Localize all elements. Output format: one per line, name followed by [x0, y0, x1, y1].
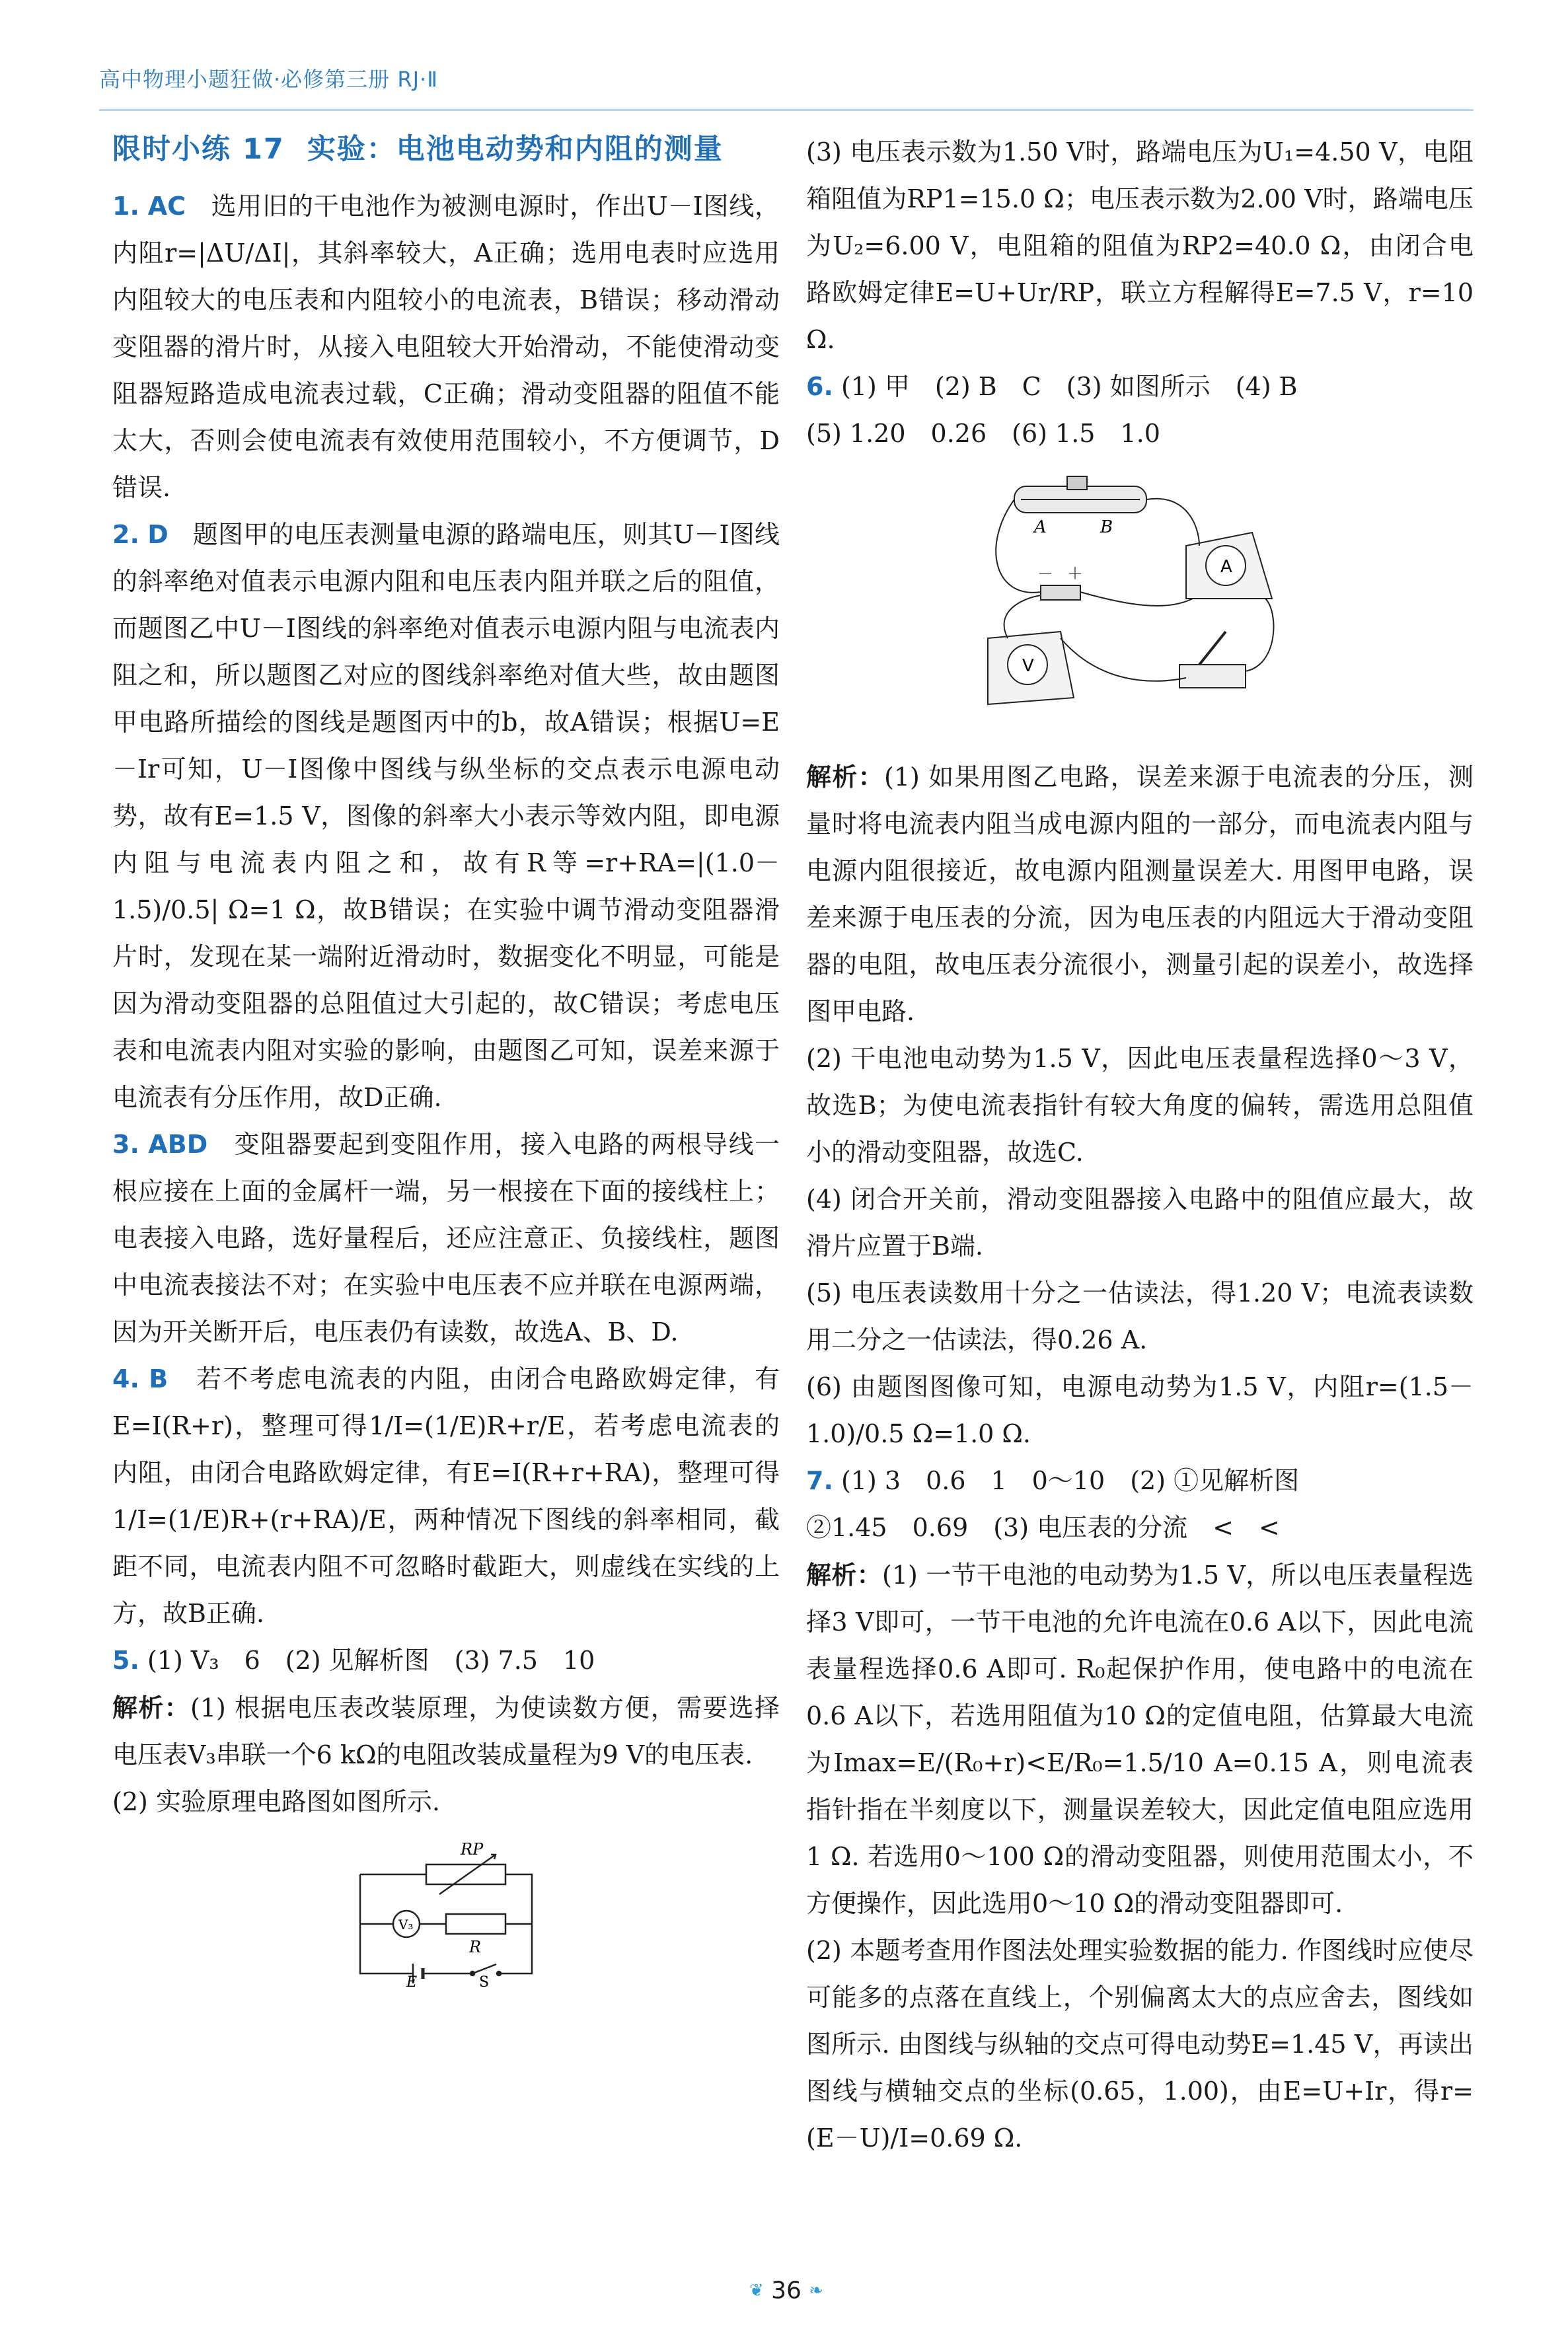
question-7-answer-2: ②1.45 0.69 (3) 电压表的分流 < <: [806, 1513, 1280, 1542]
book-header: 高中物理小题狂做·必修第三册 RJ·Ⅱ: [99, 67, 438, 92]
label-ammeter: A: [1220, 557, 1232, 577]
answer: (1) 甲 (2) B C (3) 如图所示 (4) B: [840, 372, 1298, 401]
explanation: 若不考虑电流表的内阻，由闭合电路欧姆定律，有E=I(R+r)，整理可得1/I=(1/E)R+r/E，若考虑电流表的内阻，由闭合电路欧姆定律，有E=I(R+r+RA)，整理可得1/I=(1/E)R+(r+RA)/E，两种情况下图线的斜率相同，截距不同，电流表内阻不可忽略时截距大，则虚线在实线的上方，故B正确.: [112, 1364, 780, 1628]
left-column: [112, 129, 780, 1996]
header-divider: [99, 109, 1474, 111]
analysis-7-part2: (2) 本题考查用作图法处理实验数据的能力. 作图线时应使尽可能多的点落在直线上，个别偏离太大的点应舍去，图线如图所示. 由图线与纵轴的交点可得电动势E=1.45 V，再读出图线与横轴交点的坐标(0.65，1.00)，由E=U+Ir，得r=(E－U)/I=0.69 Ω.: [806, 1936, 1474, 2153]
analysis-label: 解析：: [806, 1560, 883, 1590]
analysis-text: (1) 根据电压表改装原理，为使读数方便，需要选择电压表V₃串联一个6 kΩ的电阻改装成量程为9 V的电压表.: [112, 1693, 780, 1769]
section-heading: 实验：电池电动势和内阻的测量: [307, 133, 724, 166]
analysis-5: [112, 1684, 780, 1779]
question-3: [112, 1121, 780, 1356]
analysis-label: 解析：: [806, 762, 885, 792]
question-number: 1.: [112, 192, 139, 221]
leaf-decoration-icon: ❦: [749, 2281, 764, 2301]
label-minus: －: [1037, 564, 1053, 583]
question-number: 6.: [806, 372, 833, 401]
question-6-answer-2: (5) 1.20 0.26 (6) 1.5 1.0: [806, 419, 1160, 448]
analysis-6-part2: (2) 干电池电动势为1.5 V，因此电压表量程选择0～3 V，故选B；为使电流表指针有较大角度的偏转，需选用总阻值小的滑动变阻器，故选C.: [806, 1044, 1474, 1167]
analysis-6-part5: (5) 电压表读数用十分之一估读法，得1.20 V；电流表读数用二分之一估读法，得0.26 A.: [806, 1278, 1474, 1354]
analysis-5-part2: (2) 实验原理电路图如图所示.: [112, 1787, 440, 1816]
answer: (1) V₃ 6 (2) 见解析图 (3) 7.5 10: [147, 1646, 595, 1675]
question-number: 5.: [112, 1646, 139, 1675]
analysis-label: 解析：: [112, 1693, 191, 1722]
answer: (1) 3 0.6 1 0～10 (2) ①见解析图: [840, 1466, 1300, 1495]
question-6: [806, 363, 1474, 410]
label-r: R: [469, 1938, 482, 1956]
analysis-6-part6: (6) 由题图图像可知，电源电动势为1.5 V，内阻r=(1.5－1.0)/0.5 Ω=1.0 Ω.: [806, 1372, 1474, 1448]
page-number-text: 36: [771, 2277, 802, 2305]
question-number: 3.: [112, 1130, 139, 1159]
answer: AC: [147, 192, 186, 221]
question-7: [806, 1458, 1474, 1504]
label-rheostat-b: B: [1100, 517, 1113, 537]
explanation: 选用旧的干电池作为被测电源时，作出U－I图线，内阻r=|ΔU/ΔI|，其斜率较大，A正确；选用电表时应选用内阻较大的电压表和内阻较小的电流表，B错误；移动滑动变阻器的滑片时，从接入电阻较大开始滑动，不能使滑动变阻器短路造成电流表过载，C正确；滑动变阻器的阻值不能太大，否则会使电流表有效使用范围较小，不方便调节，D错误.: [112, 192, 780, 502]
label-plus: ＋: [1067, 564, 1083, 583]
circuit-diagram: [340, 1835, 552, 1987]
question-number: 2.: [112, 520, 139, 549]
explanation: 题图甲的电压表测量电源的路端电压，则其U－I图线的斜率绝对值表示电源内阻和电压表内阻并联之后的阻值，而题图乙中U－I图线的斜率绝对值表示电源内阻与电流表内阻之和，所以题图乙对应的图线斜率绝对值大些，故由题图甲电路所描绘的图线是题图丙中的b，故A错误；根据U=E－Ir可知，U－I图像中图线与纵坐标的交点表示电源电动势，故有E=1.5 V，图像的斜率大小表示等效内阻，即电源内阻与电流表内阻之和，故有R等=r+RA=|(1.0－1.5)/0.5| Ω=1 Ω，故B错误；在实验中调节滑动变阻器滑片时，发现在某一端附近滑动时，数据变化不明显，可能是因为滑动变阻器的总阻值过大引起的，故C错误；考虑电压表和电流表内阻对实验的影响，由题图乙可知，误差来源于电流表有分压作用，故D正确.: [112, 520, 780, 1112]
label-rp: RP: [461, 1840, 484, 1859]
question-5: [112, 1637, 780, 1684]
question-1: [112, 183, 780, 511]
analysis-5-part3: (3) 电压表示数为1.50 V时，路端电压为U₁=4.50 V，电阻箱阻值为RP1=15.0 Ω；电压表示数为2.00 V时，路端电压为U₂=6.00 V，电阻箱的阻值为RP2=40.0 Ω，由闭合电路欧姆定律E=U+Ur/RP，联立方程解得E=7.5 V，r=10 Ω.: [806, 137, 1474, 354]
explanation: 变阻器要起到变阻作用，接入电路的两根导线一根应接在上面的金属杆一端，另一根接在下面的接线柱上；电表接入电路，选好量程后，还应注意正、负接线柱，题图中电流表接法不对；在实验中电压表不应并联在电源两端，因为开关断开后，电压表仍有读数，故选A、B、D.: [112, 1130, 780, 1347]
page-number: [733, 2276, 839, 2305]
label-rheostat-a: A: [1034, 517, 1047, 537]
analysis-7: [806, 1551, 1474, 1927]
label-voltmeter: V: [1022, 656, 1034, 676]
analysis-text: (1) 如果用图乙电路，误差来源于电流表的分压，测量时将电流表内阻当成电源内阻的一部分，而电流表内阻与电源内阻很接近，故电源内阻测量误差大. 用图甲电路，误差来源于电压表的分流，因为电压表的内阻远大于滑动变阻器的电阻，故电压表分流很小，测量引起的误差小，故选择图甲电路.: [806, 762, 1474, 1026]
label-v3: V₃: [398, 1917, 414, 1933]
answer: ABD: [148, 1130, 208, 1159]
analysis-6-part4: (4) 闭合开关前，滑动变阻器接入电路中的阻值应最大，故滑片应置于B端.: [806, 1185, 1474, 1261]
analysis-6: [806, 753, 1474, 1035]
question-number: 4.: [112, 1364, 139, 1393]
right-column: [806, 129, 1474, 2162]
leaf-decoration-icon: ❧: [809, 2281, 824, 2301]
answer: B: [149, 1364, 168, 1393]
question-number: 7.: [806, 1466, 833, 1495]
label-s: S: [479, 1974, 490, 1987]
section-number: 限时小练 17: [112, 133, 285, 166]
experiment-apparatus-diagram: [968, 466, 1312, 744]
analysis-text: (1) 一节干电池的电动势为1.5 V，所以电压表量程选择3 V即可，一节干电池的允许电流在0.6 A以下，因此电流表量程选择0.6 A即可. R₀起保护作用，使电路中的电流在0.6 A以下，若选用阻值为10 Ω的定值电阻，估算最大电流为Imax=E/(R₀+r)<E/R₀=1.5/10 A=0.15 A，则电流表指针指在半刻度以下，测量误差较大，因此定值电阻应选用1 Ω. 若选用0～100 Ω的滑动变阻器，则使用范围太小，不方便操作，因此选用0～10 Ω的滑动变阻器即可.: [806, 1561, 1474, 1918]
answer: D: [147, 520, 168, 549]
label-e: E: [406, 1974, 418, 1987]
section-title: [112, 129, 780, 170]
question-4: [112, 1356, 780, 1637]
question-2: [112, 511, 780, 1121]
